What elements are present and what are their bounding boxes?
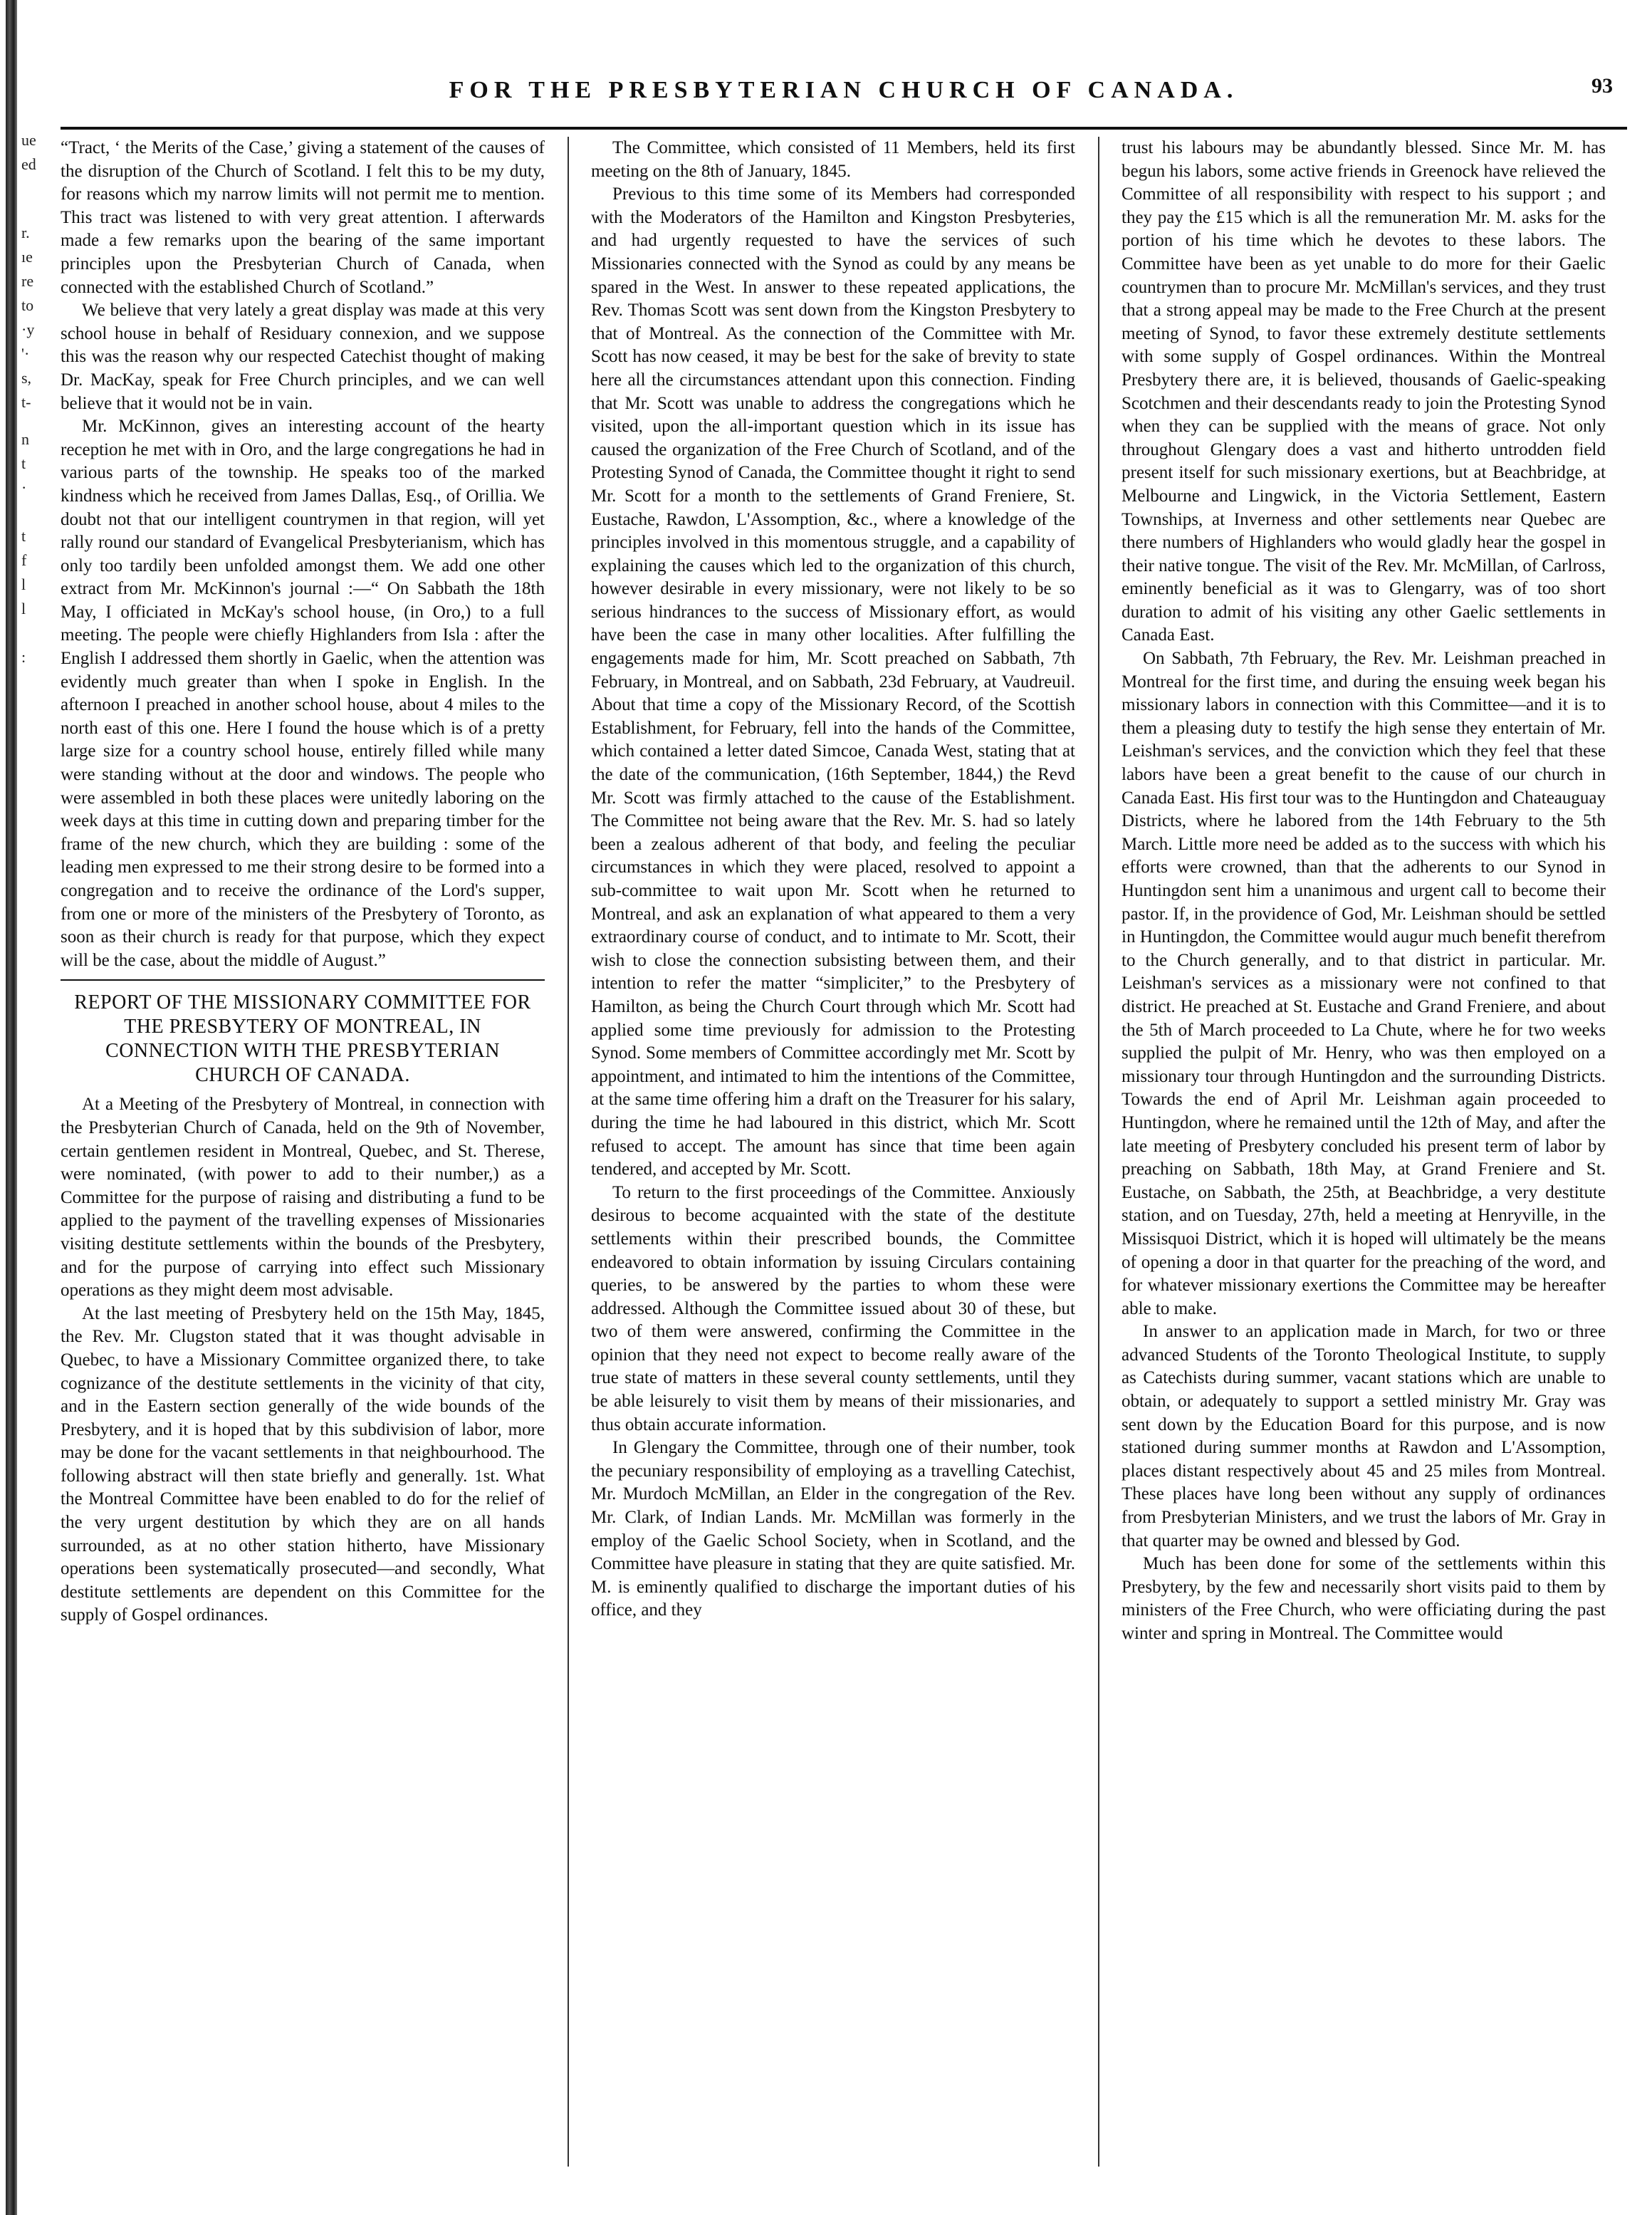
running-title: FOR THE PRESBYTERIAN CHURCH OF CANADA. [449, 77, 1239, 103]
gutter-fragment: to [21, 296, 34, 314]
gutter-fragment: · [21, 479, 27, 496]
gutter-fragment: ue [21, 131, 36, 149]
section-rule [61, 979, 545, 981]
gutter-fragment: s, [21, 369, 32, 387]
gutter-fragment: r. [21, 224, 30, 241]
gutter-fragment: l [21, 575, 26, 593]
paragraph: At the last meeting of Presbytery held on the 15th May, 1845, the Rev. Mr. Clugston stated that it was thought advisable in Quebec, to have a Missionary Committee organized there, to take cognizance of the destitute settlements in the vicinity of that city, and in the Eastern section generally of the wide bounds of the Presbytery, and it is hoped that by this subdivision of labor, more may be done for the vacant settlements in that neighbourhood. The following abstract will then state briefly and generally. 1st. What the Montreal Committee have been enabled to do for the relief of the very urgent destitution by which they are on all hands surrounded, as at no other station hitherto, have Missionary operations been systematically prosecuted—and secondly, What destitute settlements are dependent on this Committee for the supply of Gospel ordinances. [61, 1303, 545, 1625]
paragraph: At a Meeting of the Presbytery of Montreal, in connection with the Presbyterian Church of Canada, held on the 9th of November, certain gentlemen resident in Montreal, Quebec, and St. Therese, were nominated, (with power to add to their number,) as a Committee for the purpose of raising and distributing a fund to be applied to the payment of the travelling expenses of Missionaries visiting destitute settlements within the bounds of the Presbytery, and for the purpose of carrying into effect such Missionary operations as they might deem most advisable. [61, 1095, 545, 1301]
gutter-fragment: n [21, 430, 29, 448]
paragraph: Much has been done for some of the settlements within this Presbytery, by the few and necessarily short visits paid to them by ministers of the Free Church, who were officiating during the past winter and spring in Montreal. The Committee would [1122, 1554, 1606, 1643]
header-rule [61, 127, 1627, 130]
gutter-fragment: t- [21, 393, 31, 411]
gutter-fragment: f [21, 551, 27, 569]
paragraph: trust his labours may be abundantly blessed. Since Mr. M. has begun his labors, some active friends in Greenock have relieved the Committee of all responsibility with respect to his support ; and they pay the £15 which is all the remuneration Mr. M. asks for the portion of his time which he devotes to these labors. The Committee have been as yet unable to do more for their Gaelic countrymen than to procure Mr. McMillan's services, and they trust that a strong appeal may be made to the Free Church at the present meeting of Synod, to favor these extremely destitute settlements with some supply of Gospel ordinances. Within the Montreal Presbytery there are, it is believed, thousands of Gaelic-speaking Scotchmen and their descendants ready to join the Protesting Synod when they can be supplied with the means of grace. Not only throughout Glengary does a vast and hitherto untrodden field present itself for such missionary exertions, but at Beachbridge, at Melbourne and Lingwick, in the Victoria Settlement, Eastern Townships, at Inverness and other settlements near Quebec are there numbers of Highlanders who would gladly hear the gospel in their native tongue. The visit of the Rev. Mr. McMillan, of Carlross, eminently beneficial as it was to Glengarry, was of too short duration to admit of his visiting any other Gaelic settlements in Canada East. [1122, 138, 1606, 645]
gutter-fragment: t [21, 527, 26, 545]
gutter-fragment: : [21, 648, 26, 666]
gutter-fragment: t [21, 454, 26, 472]
newspaper-page [61, 71, 1627, 2187]
gutter-fragment: '· [21, 345, 30, 363]
gutter-fragment: re [21, 272, 34, 290]
column-middle [591, 137, 1075, 2174]
gutter-fragment: ıe [21, 248, 33, 266]
report-heading: REPORT OF THE MISSIONARY COMMITTEE FOR THE PRESBYTERY OF MONTREAL, IN CONNECTION WITH THE PRESBYTERIAN CHURCH OF CANADA. [74, 991, 531, 1087]
column-right [1122, 137, 1606, 2174]
paragraph: In answer to an application made in March, for two or three advanced Students of the Toronto Theological Institute, to supply as Catechists during summer, vacant stations which are unable to obtain, or adequately to support a settled ministry Mr. Gray was sent down by the Education Board for this purpose, and is now stationed during summer months at Rawdon and L'Assomption, places distant respectively about 45 and 25 miles from Montreal. These places have long been without any supply of ordinances from Presbyterian Ministers, and we trust the labors of Mr. Gray in that quarter may be owned and blessed by God. [1122, 1322, 1606, 1550]
paragraph: We believe that very lately a great display was made at this very school house in behalf of Residuary connexion, and we suppose this was the reason why our respected Catechist thought of making Dr. MacKay, speak for Free Church principles, and we can well believe that it would not be in vain. [61, 301, 545, 413]
paragraph: Previous to this time some of its Members had corresponded with the Moderators of the Hamilton and Kingston Presbyteries, and had urgently requested to have the services of such Missionaries connected with the Synod as could by any means be spared in the West. In answer to these repeated applications, the Rev. Thomas Scott was sent down from the Kingston Presbytery to that of Montreal. As the connection of the Committee with Mr. Scott has now ceased, it may be best for the sake of brevity to state here all the circumstances attendant upon this connection. Finding that Mr. Scott was unable to address the congregations which he visited, upon the all-important question which in its issue has caused the organization of the Free Church of Scotland, and of the Protesting Synod of Canada, the Committee thought it right to send Mr. Scott for a month to the settlements of Grand Freniere, St. Eustache, Rawdon, L'Assomption, &c., where a knowledge of the principles involved in this momentous struggle, and a capability of explaining the causes which led to the organization of this church, however desirable in every missionary, were not likely to be so serious hindrances to the success of Missionary effort, as would have been the case in many other localities. After fulfilling the engagements made for him, Mr. Scott preached on Sabbath, 7th February, in Montreal, and on Sabbath, 23d February, at Vaudreuil. About that time a copy of the Missionary Record, of the Scottish Establishment, for February, fell into the hands of the Committee, which contained a letter dated Simcoe, Canada West, stating that at the date of the communication, (16th September, 1844,) the Revd Mr. Scott was firmly attached to the cause of the Establishment. The Committee not being aware that the Rev. Mr. S. had so lately been a zealous adherent of that body, and feeling the peculiar circumstances in which they were placed, resolved to appoint a sub-committee to wait upon Mr. Scott when he returned to Montreal, and ask an explanation of what appeared to them a very extraordinary course of conduct, and to intimate to Mr. Scott, their wish to close the connection subsisting between them, and their intention to refer the matter “simpliciter,” to the Presbytery of Hamilton, as being the Church Court through which Mr. Scott had applied some time previously for admission to the Protesting Synod. Some members of Committee accordingly met Mr. Scott by appointment, and intimated to him the intentions of the Committee, at the same time offering him a draft on the Treasurer for his salary, during the time he had laboured in this district, which Mr. Scott refused to accept. The amount has since that time been again tendered, and accepted by Mr. Scott. [591, 184, 1075, 1179]
paragraph: The Committee, which consisted of 11 Members, held its first meeting on the 8th of January, 1845. [591, 138, 1075, 181]
binding-gutter [0, 0, 44, 2215]
column-left [61, 137, 545, 2174]
page-number: 93 [1591, 74, 1613, 98]
paragraph: On Sabbath, 7th February, the Rev. Mr. Leishman preached in Montreal for the first time, and during the ensuing week began his missionary labors in connection with this Committee—and it is to them a pleasing duty to testify the high sense they entertain of Mr. Leishman's services, and the conviction which they feel that these labors have been a great benefit to the cause of our church in Canada East. His first tour was to the Huntingdon and Chateauguay Districts, where he labored from the 14th February to the 5th March. Little more need be added as to the success with which his efforts were crowned, than that the adherents to our Synod in Huntingdon sent him a unanimous and urgent call to become their pastor. If, in the providence of God, Mr. Leishman should be settled in Huntingdon, the Committee would augur much benefit therefrom to the Church generally, and to that district in particular. Mr. Leishman's services as a missionary were not confined to that district. He preached at St. Eustache and Grand Freniere, and about the 5th of March proceeded to La Chute, where he for two weeks supplied the pulpit of Mr. Henry, who was then employed on a missionary tour through Huntingdon and the surrounding Districts. Towards the end of April Mr. Leishman again proceeded to Huntingdon, where he remained until the 12th of May, and after the late meeting of Presbytery concluded his present term of labor by preaching on Sabbath, 18th May, at Grand Freniere and St. Eustache, on Sabbath, the 25th, at Beachbridge, a very destitute station, and on Tuesday, 27th, held a meeting at Henryville, in the Missisquoi District, which it is hoped will ultimately be the means of opening a door in that quarter for the preaching of the word, and for whatever missionary exertions the Committee may be hereafter able to make. [1122, 649, 1606, 1318]
paragraph: “Tract, ‘ the Merits of the Case,’ giving a statement of the causes of the disruption of the Church of Scotland. I felt this to be my duty, for reasons which my narrow limits will not permit me to mention. This tract was listened to with very great attention. I afterwards made a few remarks upon the bearing of the same important principles upon the Presbyterian Church of Canada, when connected with the established Church of Scotland.” [61, 138, 545, 297]
paragraph: In Glengary the Committee, through one of their number, took the pecuniary responsibility of employing as a travelling Catechist, Mr. Murdoch McMillan, an Elder in the congregation of the Rev. Mr. Clark, of Indian Lands. Mr. McMillan was formerly in the employ of the Gaelic School Society, when in Scotland, and the Committee have pleasure in stating that they are quite satisfied. Mr. M. is eminently qualified to discharge the important duties of his office, and they [591, 1438, 1075, 1620]
gutter-fragment: ed [21, 155, 36, 173]
gutter-fragment: ·y [21, 320, 35, 338]
gutter-fragment: l [21, 600, 26, 617]
paragraph: Mr. McKinnon, gives an interesting account of the hearty reception he met with in Oro, and the large congregations he had in various parts of the township. He speaks too of the marked kindness which he received from James Dallas, Esq., of Orillia. We doubt not that our intelligent countrymen in that region, will yet rally round our standard of Evangelical Presbyterianism, which has only too tardily been unfolded amongst them. We add one other extract from Mr. McKinnon's journal :—“ On Sabbath the 18th May, I officiated in McKay's school house, (in Oro,) to a full meeting. The people were chiefly Highlanders from Isla : after the English I addressed them shortly in Gaelic, when the attention was evidently much greater than when I spoke in English. In the afternoon I preached in another school house, about 4 miles to the north east of this one. Here I found the house which is of a pretty large size for a country school house, entirely filled while many were standing without at the door and windows. The people who were assembled in both these places were unitedly laboring on the week days at this time in cutting down and preparing timber for the frame of the new church, which they are building : some of the leading men expressed to me their strong desire to be formed into a congregation and to receive the ordinance of the Lord's supper, from one or more of the ministers of the Presbytery of Toronto, as soon as their church is ready for that purpose, which they expect will be the case, about the middle of August.” [61, 417, 545, 970]
running-head [61, 71, 1627, 114]
paragraph: To return to the first proceedings of the Committee. Anxiously desirous to become acquainted with the state of the destitute settlements within their prescribed bounds, the Committee endeavored to obtain information by issuing Circulars containing queries, to be answered by the parties to whom these were addressed. Although the Committee issued about 30 of these, but two of them were answered, confirming the Committee in the opinion that they need not expect to become really aware of the true state of matters in these several county settlements, until they be able leisurely to visit them by means of their missionaries, and thus obtain accurate information. [591, 1182, 1075, 1434]
column-divider [568, 137, 569, 2167]
column-divider [1098, 137, 1099, 2167]
binding-edge [6, 0, 17, 2215]
